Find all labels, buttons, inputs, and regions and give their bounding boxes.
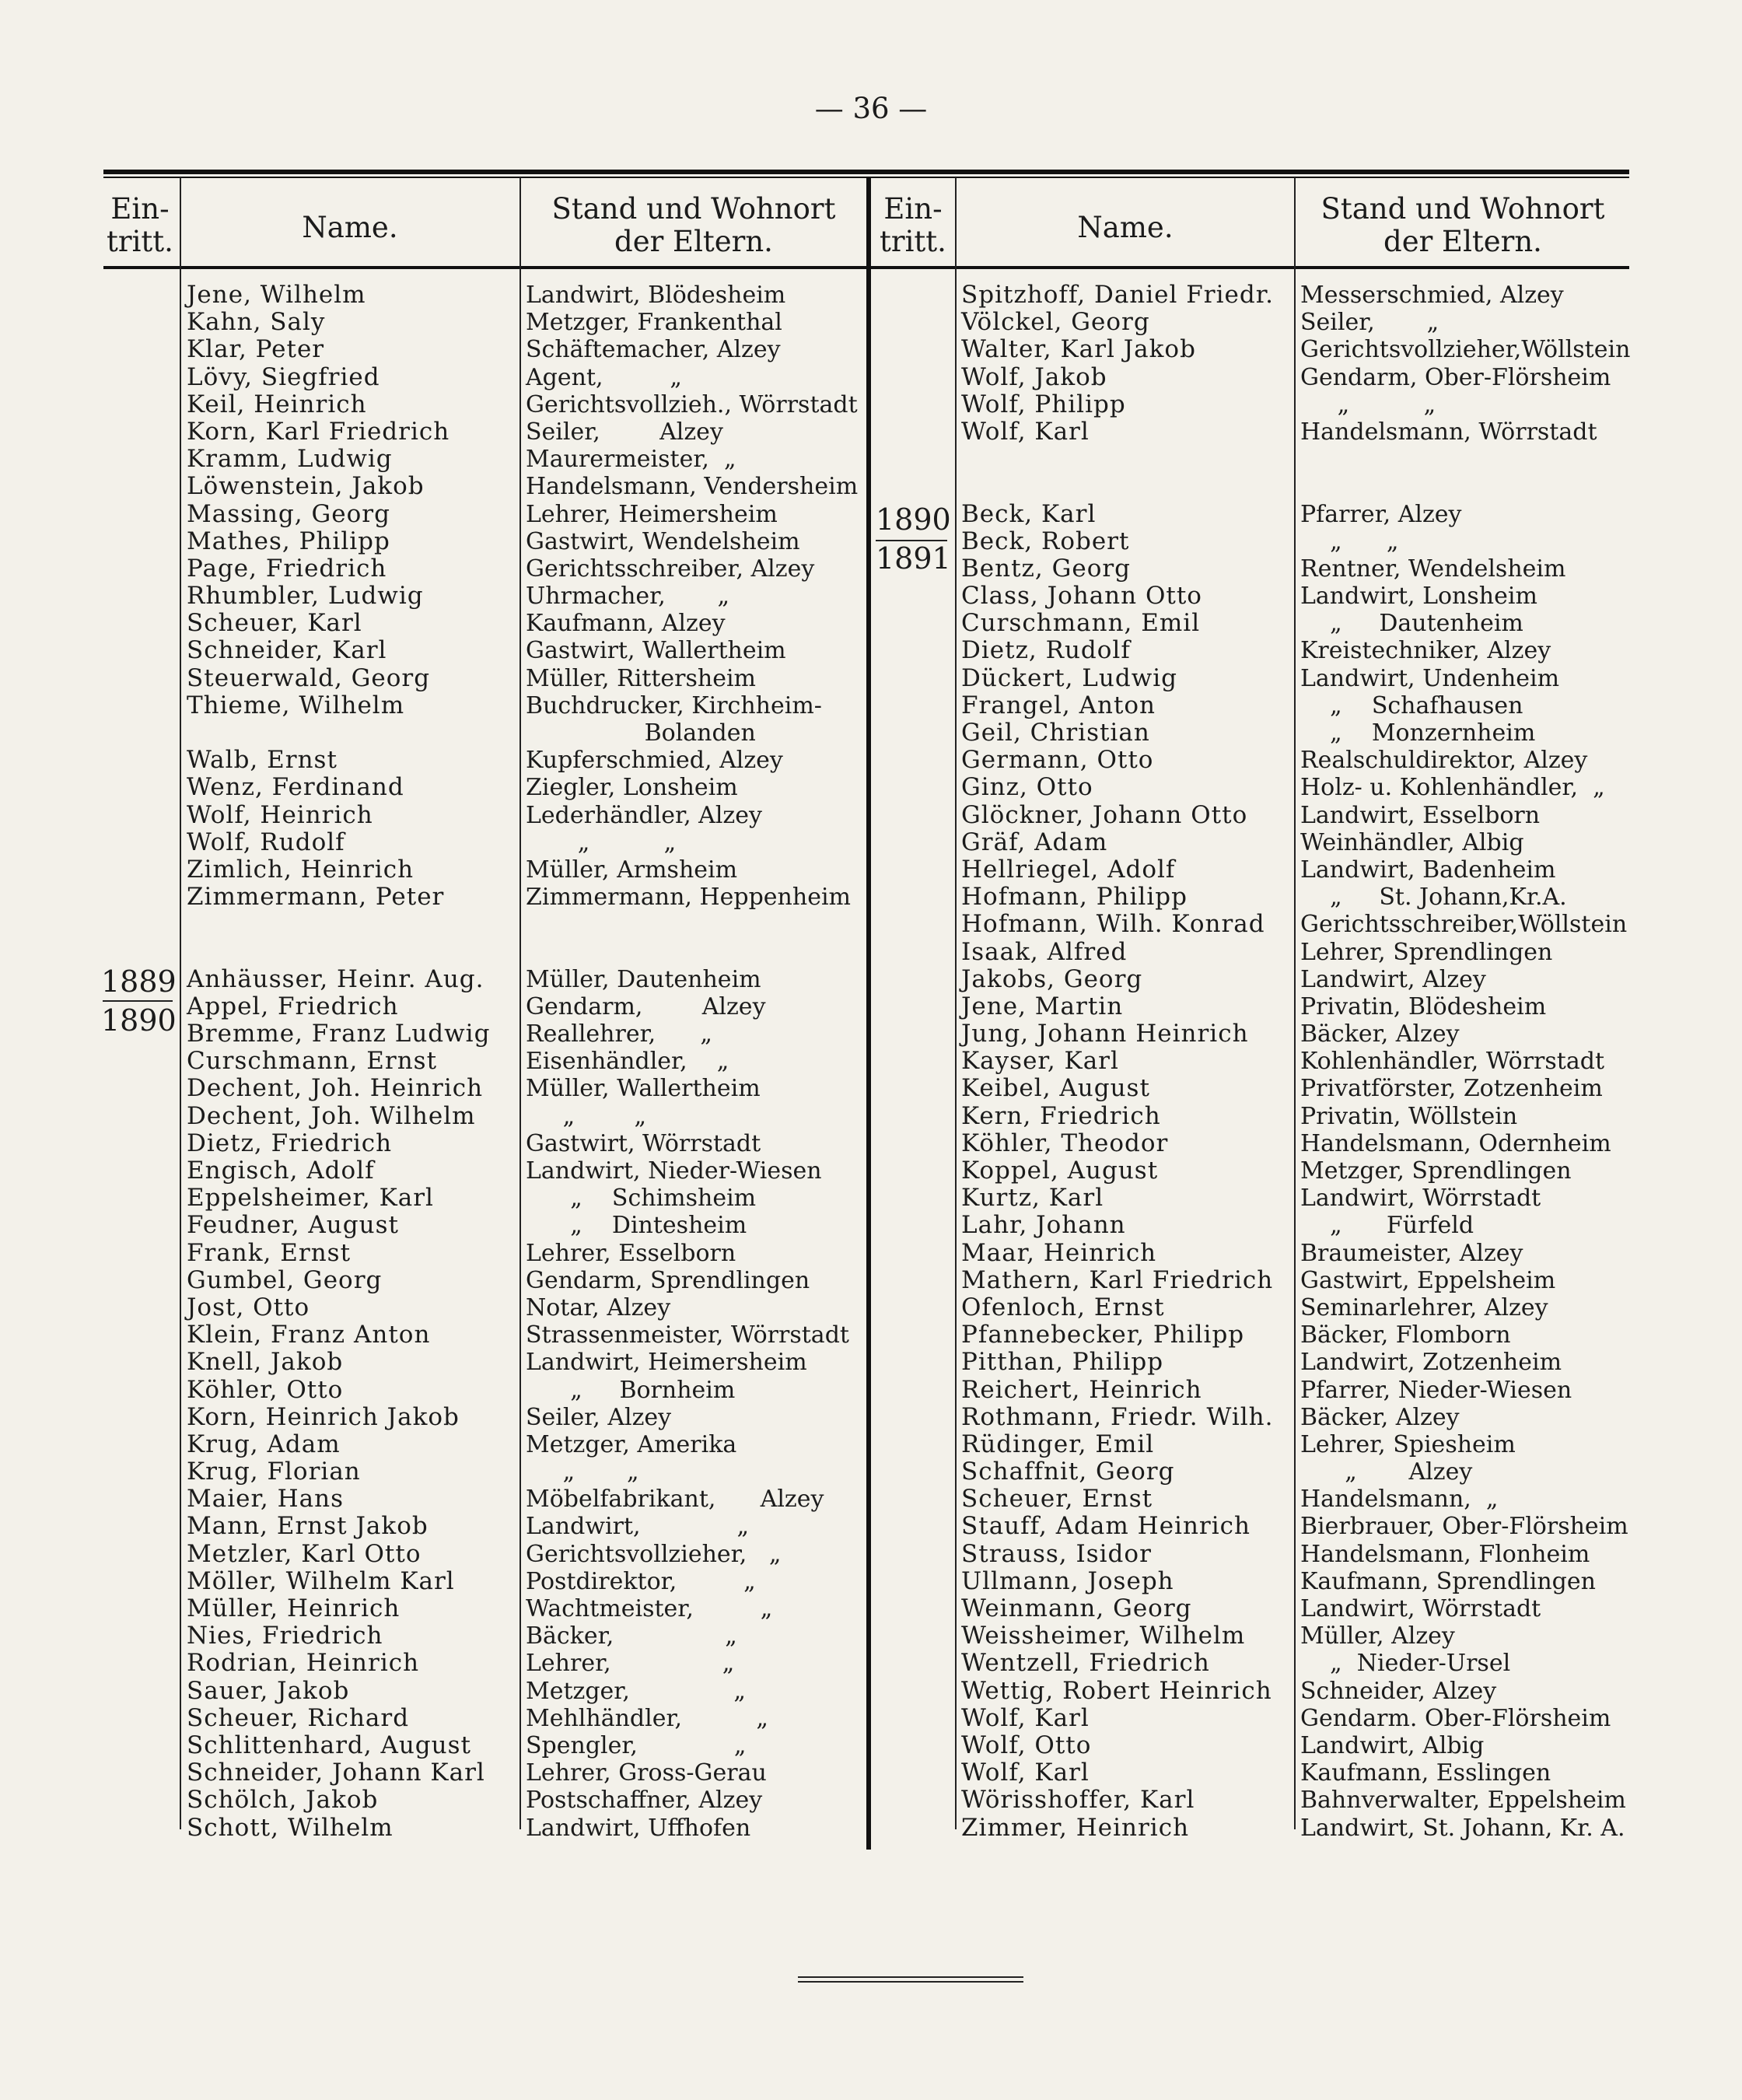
student-name: Jene, Martin bbox=[961, 992, 1124, 1020]
parents-occupation: Landwirt, Wörrstadt bbox=[1300, 1185, 1541, 1213]
student-name: Wolf, Karl bbox=[961, 1759, 1090, 1787]
student-name: Feudner, August bbox=[187, 1211, 399, 1240]
student-name: Gräf, Adam bbox=[961, 828, 1108, 856]
page-number: — 36 — bbox=[814, 92, 928, 125]
parents-occupation: Landwirt, Heimersheim bbox=[526, 1349, 807, 1377]
parents-occupation: Spengler, „ bbox=[526, 1731, 747, 1759]
parents-occupation: Seiler, „ bbox=[1300, 309, 1439, 337]
parents-occupation: Buchdrucker, Kirchheim- bbox=[526, 691, 822, 719]
parents-occupation: Metzger, „ bbox=[526, 1677, 746, 1705]
parents-occupation: Landwirt, Uffhofen bbox=[526, 1814, 751, 1842]
student-name: Pfannebecker, Philipp bbox=[961, 1321, 1245, 1349]
student-name: Dietz, Rudolf bbox=[961, 636, 1131, 665]
parents-occupation: Lehrer, Sprendlingen bbox=[1300, 938, 1553, 966]
student-name: Wolf, Rudolf bbox=[187, 828, 345, 856]
student-name: Koppel, August bbox=[961, 1157, 1159, 1185]
parents-occupation: Müller, Rittersheim bbox=[526, 664, 757, 692]
student-name: Dechent, Joh. Wilhelm bbox=[187, 1101, 476, 1130]
parents-occupation: Gerichtsvollzieh., Wörrstadt bbox=[526, 390, 858, 418]
left-names-column bbox=[187, 282, 490, 1842]
parents-occupation: Metzger, Amerika bbox=[526, 1430, 737, 1458]
student-name bbox=[187, 911, 490, 938]
student-name: Rhumbler, Ludwig bbox=[187, 582, 424, 611]
student-name: Lahr, Johann bbox=[961, 1211, 1126, 1240]
student-name: Weissheimer, Wilhelm bbox=[961, 1622, 1246, 1650]
parents-occupation: Privatförster, Zotzenheim bbox=[1300, 1075, 1603, 1103]
student-name: Hofmann, Philipp bbox=[961, 883, 1188, 912]
student-name: Rodrian, Heinrich bbox=[187, 1649, 420, 1678]
student-name: Eppelsheimer, Karl bbox=[187, 1184, 434, 1213]
parents-occupation: „ Nieder-Ursel bbox=[1300, 1650, 1511, 1678]
parents-occupation: Landwirt, „ bbox=[526, 1513, 750, 1541]
student-name: Wolf, Karl bbox=[961, 417, 1090, 446]
student-name: Maier, Hans bbox=[187, 1485, 344, 1514]
parents-occupation: Möbelfabrikant, Alzey bbox=[526, 1486, 824, 1514]
parents-occupation: Lehrer, Heimersheim bbox=[526, 500, 778, 528]
student-name: Scheuer, Ernst bbox=[961, 1485, 1153, 1514]
parents-occupation: Gastwirt, Wörrstadt bbox=[526, 1129, 761, 1157]
parents-occupation: Privatin, Blödesheim bbox=[1300, 992, 1547, 1020]
parents-occupation: „ Fürfeld bbox=[1300, 1212, 1474, 1240]
parents-occupation: Gerichtsschreiber, Alzey bbox=[526, 555, 815, 583]
parents-occupation: „ „ bbox=[1300, 527, 1399, 555]
student-name: Schaffnit, Georg bbox=[961, 1458, 1175, 1486]
student-name: Dechent, Joh. Heinrich bbox=[187, 1074, 484, 1103]
parents-occupation: Strassenmeister, Wörrstadt bbox=[526, 1321, 849, 1349]
parents-occupation: Landwirt, Nieder-Wiesen bbox=[526, 1157, 822, 1185]
bottom-rule-double bbox=[798, 1981, 1023, 1983]
student-name: Zimmermann, Peter bbox=[187, 883, 445, 912]
student-name: Stauff, Adam Heinrich bbox=[961, 1512, 1251, 1541]
student-name: Jene, Wilhelm bbox=[187, 281, 366, 309]
parents-occupation: Landwirt, Albig bbox=[1300, 1731, 1485, 1759]
student-name: Klein, Franz Anton bbox=[187, 1321, 431, 1349]
parents-occupation: Realschuldirektor, Alzey bbox=[1300, 747, 1588, 775]
year-1890-right: 1890 bbox=[876, 502, 951, 537]
student-name: Anhäusser, Heinr. Aug. bbox=[187, 964, 484, 993]
parents-occupation: Ziegler, Lonsheim bbox=[526, 774, 738, 802]
parents-occupation: Holz- u. Kohlenhändler, „ bbox=[1300, 774, 1605, 802]
parents-occupation: Weinhändler, Albig bbox=[1300, 828, 1524, 856]
student-name: Hellriegel, Adolf bbox=[961, 855, 1176, 884]
parents-occupation: Reallehrer, „ bbox=[526, 1020, 712, 1048]
parents-occupation: Müller, Alzey bbox=[1300, 1622, 1455, 1650]
student-name: Gumbel, Georg bbox=[187, 1265, 383, 1294]
parents-occupation: Gerichtsschreiber,Wöllstein bbox=[1300, 911, 1628, 939]
parents-occupation: Landwirt, Wörrstadt bbox=[1300, 1595, 1541, 1622]
parents-occupation: Bäcker, „ bbox=[526, 1622, 737, 1650]
parents-occupation: Postschaffner, Alzey bbox=[526, 1787, 763, 1815]
column-rule-name-2 bbox=[1294, 177, 1296, 1829]
parents-occupation: „ „ bbox=[526, 828, 677, 856]
parents-occupation: Gendarm, Sprendlingen bbox=[526, 1266, 810, 1294]
parents-occupation: Müller, Wallertheim bbox=[526, 1075, 761, 1103]
student-name: Schlittenhard, August bbox=[187, 1731, 471, 1759]
parents-occupation: Lederhändler, Alzey bbox=[526, 801, 762, 829]
parents-occupation: Handelsmann, „ bbox=[1300, 1486, 1499, 1514]
student-name: Jakobs, Georg bbox=[961, 964, 1143, 993]
student-name: Strauss, Isidor bbox=[961, 1539, 1152, 1568]
parents-occupation: Bahnverwalter, Eppelsheim bbox=[1300, 1787, 1626, 1815]
student-name: Zimlich, Heinrich bbox=[187, 855, 415, 884]
parents-occupation: Messerschmied, Alzey bbox=[1300, 282, 1564, 309]
student-name: Krug, Adam bbox=[187, 1430, 341, 1458]
student-name: Metzler, Karl Otto bbox=[187, 1539, 422, 1568]
parents-occupation: Kohlenhändler, Wörrstadt bbox=[1300, 1048, 1604, 1076]
student-name: Maar, Heinrich bbox=[961, 1238, 1157, 1267]
parents-occupation: Müller, Dautenheim bbox=[526, 965, 761, 993]
student-name: Jost, Otto bbox=[187, 1293, 310, 1321]
parents-occupation: Eisenhändler, „ bbox=[526, 1048, 729, 1076]
student-name: Spitzhoff, Daniel Friedr. bbox=[961, 281, 1274, 309]
student-name: Möller, Wilhelm Karl bbox=[187, 1566, 455, 1595]
student-name: Walter, Karl Jakob bbox=[961, 335, 1196, 364]
parents-occupation bbox=[526, 939, 858, 966]
parents-occupation: Landwirt, Lonsheim bbox=[1300, 583, 1537, 611]
student-name: Rothmann, Friedr. Wilh. bbox=[961, 1402, 1274, 1431]
parents-occupation: Zimmermann, Heppenheim bbox=[526, 884, 851, 912]
student-name: Mathes, Philipp bbox=[187, 527, 390, 555]
student-name: Scheuer, Karl bbox=[187, 609, 362, 638]
student-name: Wentzell, Friedrich bbox=[961, 1649, 1210, 1678]
parents-occupation: Landwirt, Alzey bbox=[1300, 965, 1486, 993]
student-name: Korn, Karl Friedrich bbox=[187, 417, 450, 446]
parents-occupation: Pfarrer, Alzey bbox=[1300, 500, 1462, 528]
student-name bbox=[961, 473, 1274, 500]
student-name: Weinmann, Georg bbox=[961, 1594, 1192, 1622]
parents-occupation: Gendarm, Alzey bbox=[526, 992, 766, 1020]
header-entry-right: Ein- tritt. bbox=[880, 192, 946, 258]
column-rule-entry-2 bbox=[955, 177, 957, 1829]
student-name: Mathern, Karl Friedrich bbox=[961, 1265, 1274, 1294]
student-name: Schneider, Johann Karl bbox=[187, 1759, 485, 1787]
parents-occupation: Gerichtsvollzieher, „ bbox=[526, 1540, 782, 1568]
student-name: Krug, Florian bbox=[187, 1458, 361, 1486]
student-name: Curschmann, Emil bbox=[961, 609, 1201, 638]
student-name: Appel, Friedrich bbox=[187, 992, 399, 1020]
student-name: Köhler, Theodor bbox=[961, 1129, 1169, 1157]
student-name: Frangel, Anton bbox=[961, 691, 1156, 719]
parents-occupation: Kaufmann, Alzey bbox=[526, 610, 726, 638]
parents-occupation: Kupferschmied, Alzey bbox=[526, 747, 783, 775]
parents-occupation: Rentner, Wendelsheim bbox=[1300, 555, 1566, 583]
student-name: Bentz, Georg bbox=[961, 554, 1132, 583]
parents-occupation: Lehrer, Esselborn bbox=[526, 1239, 736, 1267]
student-name: Bremme, Franz Ludwig bbox=[187, 1020, 491, 1048]
parents-occupation bbox=[526, 911, 858, 938]
student-name: Ofenloch, Ernst bbox=[961, 1293, 1165, 1321]
student-name: Müller, Heinrich bbox=[187, 1594, 401, 1622]
header-parents-left: Stand und Wohnort der Eltern. bbox=[551, 192, 836, 258]
parents-occupation: Kaufmann, Sprendlingen bbox=[1300, 1567, 1596, 1595]
parents-occupation: Lehrer, „ bbox=[526, 1650, 735, 1678]
student-name: Wolf, Otto bbox=[961, 1731, 1092, 1759]
parents-occupation bbox=[1300, 446, 1630, 473]
parents-occupation: „ Dintesheim bbox=[526, 1212, 747, 1240]
student-name: Wolf, Philipp bbox=[961, 390, 1126, 418]
parents-occupation: „ Monzernheim bbox=[1300, 719, 1536, 747]
parents-occupation: Wachtmeister, „ bbox=[526, 1595, 773, 1622]
student-name: Reichert, Heinrich bbox=[961, 1375, 1202, 1404]
parents-occupation: „ „ bbox=[526, 1102, 647, 1130]
student-name: Wolf, Jakob bbox=[961, 362, 1107, 391]
student-name: Völckel, Georg bbox=[961, 308, 1150, 337]
parents-occupation: Gendarm. Ober-Flörsheim bbox=[1300, 1704, 1611, 1732]
parents-occupation: Notar, Alzey bbox=[526, 1293, 671, 1321]
student-name: Massing, Georg bbox=[187, 499, 390, 528]
student-name: Wolf, Heinrich bbox=[187, 800, 373, 829]
parents-occupation: Uhrmacher, „ bbox=[526, 583, 730, 611]
parents-occupation: Gendarm, Ober-Flörsheim bbox=[1300, 363, 1611, 391]
student-name: Wenz, Ferdinand bbox=[187, 773, 404, 802]
parents-occupation: Metzger, Frankenthal bbox=[526, 309, 782, 337]
student-name: Kramm, Ludwig bbox=[187, 445, 393, 474]
student-name: Zimmer, Heinrich bbox=[961, 1813, 1190, 1842]
parents-occupation: Privatin, Wöllstein bbox=[1300, 1102, 1518, 1130]
student-name: Dietz, Friedrich bbox=[187, 1129, 393, 1157]
student-name: Keibel, August bbox=[961, 1074, 1150, 1103]
student-name: Germann, Otto bbox=[961, 746, 1154, 775]
student-name: Frank, Ernst bbox=[187, 1238, 352, 1267]
parents-occupation: Seminarlehrer, Alzey bbox=[1300, 1293, 1548, 1321]
parents-occupation: „ Alzey bbox=[1300, 1458, 1473, 1486]
left-parents-column bbox=[526, 282, 858, 1842]
student-name: Ginz, Otto bbox=[961, 773, 1093, 802]
student-name: Engisch, Adolf bbox=[187, 1157, 375, 1185]
parents-occupation: Bäcker, Alzey bbox=[1300, 1020, 1460, 1048]
top-rule-thick bbox=[103, 170, 1629, 174]
student-name: Kahn, Saly bbox=[187, 308, 326, 337]
student-name: Schneider, Karl bbox=[187, 636, 387, 665]
parents-occupation: „ „ bbox=[1300, 390, 1436, 418]
student-name: Wolf, Karl bbox=[961, 1703, 1090, 1732]
student-name: Kurtz, Karl bbox=[961, 1184, 1104, 1213]
parents-occupation: Kaufmann, Esslingen bbox=[1300, 1759, 1551, 1787]
parents-occupation: „ Schimsheim bbox=[526, 1185, 757, 1213]
header-name-right: Name. bbox=[1077, 211, 1174, 244]
student-name: Löwenstein, Jakob bbox=[187, 472, 425, 501]
student-name: Korn, Heinrich Jakob bbox=[187, 1402, 460, 1431]
student-name: Ullmann, Joseph bbox=[961, 1566, 1174, 1595]
parents-occupation: Handelsmann, Flonheim bbox=[1300, 1540, 1590, 1568]
parents-occupation: „ „ bbox=[526, 1458, 639, 1486]
parents-occupation: Lehrer, Gross-Gerau bbox=[526, 1759, 767, 1787]
bottom-rule bbox=[798, 1976, 1023, 1978]
student-name: Köhler, Otto bbox=[187, 1375, 344, 1404]
parents-occupation: Bierbrauer, Ober-Flörsheim bbox=[1300, 1513, 1628, 1541]
column-rule-entry-1 bbox=[180, 177, 181, 1829]
student-name: Beck, Karl bbox=[961, 499, 1097, 528]
student-name: Steuerwald, Georg bbox=[187, 663, 431, 692]
student-name bbox=[187, 939, 490, 966]
student-name: Kayser, Karl bbox=[961, 1047, 1119, 1076]
parents-occupation: Bolanden bbox=[526, 719, 756, 747]
student-name: Nies, Friedrich bbox=[187, 1622, 383, 1650]
right-names-column bbox=[961, 282, 1274, 1842]
student-name: Wörisshoffer, Karl bbox=[961, 1786, 1195, 1815]
student-name: Jung, Johann Heinrich bbox=[961, 1020, 1249, 1048]
parents-occupation: Seiler, Alzey bbox=[526, 1403, 672, 1431]
student-name: Knell, Jakob bbox=[187, 1348, 344, 1377]
student-name bbox=[961, 446, 1274, 473]
student-name: Hofmann, Wilh. Konrad bbox=[961, 910, 1265, 939]
student-name bbox=[187, 719, 490, 747]
header-entry-left: Ein- tritt. bbox=[107, 192, 173, 258]
parents-occupation: Maurermeister, „ bbox=[526, 446, 736, 474]
parents-occupation: Schneider, Alzey bbox=[1300, 1677, 1497, 1705]
parents-occupation: „ St. Johann,Kr.A. bbox=[1300, 884, 1567, 912]
student-name: Glöckner, Johann Otto bbox=[961, 800, 1248, 829]
parents-occupation: Gastwirt, Wallertheim bbox=[526, 637, 786, 665]
parents-occupation: Landwirt, Blödesheim bbox=[526, 282, 786, 309]
parents-occupation: Landwirt, Undenheim bbox=[1300, 664, 1560, 692]
parents-occupation: Postdirektor, „ bbox=[526, 1567, 756, 1595]
header-name-left: Name. bbox=[302, 211, 398, 244]
parents-occupation: Metzger, Sprendlingen bbox=[1300, 1157, 1572, 1185]
student-name: Wettig, Robert Heinrich bbox=[961, 1676, 1272, 1705]
student-name: Walb, Ernst bbox=[187, 746, 338, 775]
student-name: Lövy, Siegfried bbox=[187, 362, 380, 391]
parents-occupation: Pfarrer, Nieder-Wiesen bbox=[1300, 1376, 1572, 1404]
student-name: Schölch, Jakob bbox=[187, 1786, 379, 1815]
parents-occupation: „ Schafhausen bbox=[1300, 691, 1523, 719]
student-name: Class, Johann Otto bbox=[961, 582, 1202, 611]
parents-occupation: Bäcker, Flomborn bbox=[1300, 1321, 1511, 1349]
year-1890-left: 1890 bbox=[101, 1003, 177, 1038]
student-name: Page, Friedrich bbox=[187, 554, 387, 583]
student-name: Klar, Peter bbox=[187, 335, 325, 364]
student-name: Geil, Christian bbox=[961, 719, 1150, 747]
year-1889: 1889 bbox=[101, 964, 177, 999]
parents-occupation: Handelsmann, Vendersheim bbox=[526, 473, 859, 501]
student-name: Rüdinger, Emil bbox=[961, 1430, 1155, 1458]
student-name: Sauer, Jakob bbox=[187, 1676, 350, 1705]
parents-occupation: „ Bornheim bbox=[526, 1376, 736, 1404]
student-name: Isaak, Alfred bbox=[961, 937, 1128, 966]
student-name: Kern, Friedrich bbox=[961, 1101, 1161, 1130]
center-column-rule bbox=[866, 177, 871, 1850]
header-parents-right: Stand und Wohnort der Eltern. bbox=[1320, 192, 1605, 258]
student-name: Dückert, Ludwig bbox=[961, 663, 1177, 692]
parents-occupation bbox=[1300, 473, 1630, 500]
parents-occupation: Gastwirt, Eppelsheim bbox=[1300, 1266, 1556, 1294]
column-rule-name-1 bbox=[519, 177, 521, 1829]
student-name: Keil, Heinrich bbox=[187, 390, 367, 418]
student-name: Schott, Wilhelm bbox=[187, 1813, 394, 1842]
parents-occupation: Seiler, Alzey bbox=[526, 418, 723, 446]
parents-occupation: Braumeister, Alzey bbox=[1300, 1239, 1523, 1267]
parents-occupation: Landwirt, Esselborn bbox=[1300, 801, 1541, 829]
parents-occupation: Mehlhändler, „ bbox=[526, 1704, 768, 1732]
parents-occupation: Landwirt, Badenheim bbox=[1300, 856, 1556, 884]
year-divider-left bbox=[103, 1000, 173, 1002]
parents-occupation: Handelsmann, Wörrstadt bbox=[1300, 418, 1597, 446]
student-name: Thieme, Wilhelm bbox=[187, 691, 405, 719]
parents-occupation: Kreistechniker, Alzey bbox=[1300, 637, 1551, 665]
parents-occupation: Müller, Armsheim bbox=[526, 856, 738, 884]
year-1891: 1891 bbox=[876, 541, 951, 576]
right-parents-column bbox=[1300, 282, 1630, 1842]
parents-occupation: Landwirt, Zotzenheim bbox=[1300, 1349, 1562, 1377]
parents-occupation: Schäftemacher, Alzey bbox=[526, 336, 781, 364]
parents-occupation: Gastwirt, Wendelsheim bbox=[526, 527, 800, 555]
student-name: Scheuer, Richard bbox=[187, 1703, 410, 1732]
parents-occupation: Handelsmann, Odernheim bbox=[1300, 1129, 1611, 1157]
student-name: Curschmann, Ernst bbox=[187, 1047, 438, 1076]
student-name: Mann, Ernst Jakob bbox=[187, 1512, 429, 1541]
student-name: Beck, Robert bbox=[961, 527, 1130, 555]
parents-occupation: Bäcker, Alzey bbox=[1300, 1403, 1460, 1431]
parents-occupation: „ Dautenheim bbox=[1300, 610, 1523, 638]
parents-occupation: Gerichtsvollzieher,Wöllstein bbox=[1300, 336, 1631, 364]
parents-occupation: Lehrer, Spiesheim bbox=[1300, 1430, 1516, 1458]
student-name: Pitthan, Philipp bbox=[961, 1348, 1164, 1377]
parents-occupation: Agent, „ bbox=[526, 363, 682, 391]
parents-occupation: Landwirt, St. Johann, Kr. A. bbox=[1300, 1814, 1625, 1842]
